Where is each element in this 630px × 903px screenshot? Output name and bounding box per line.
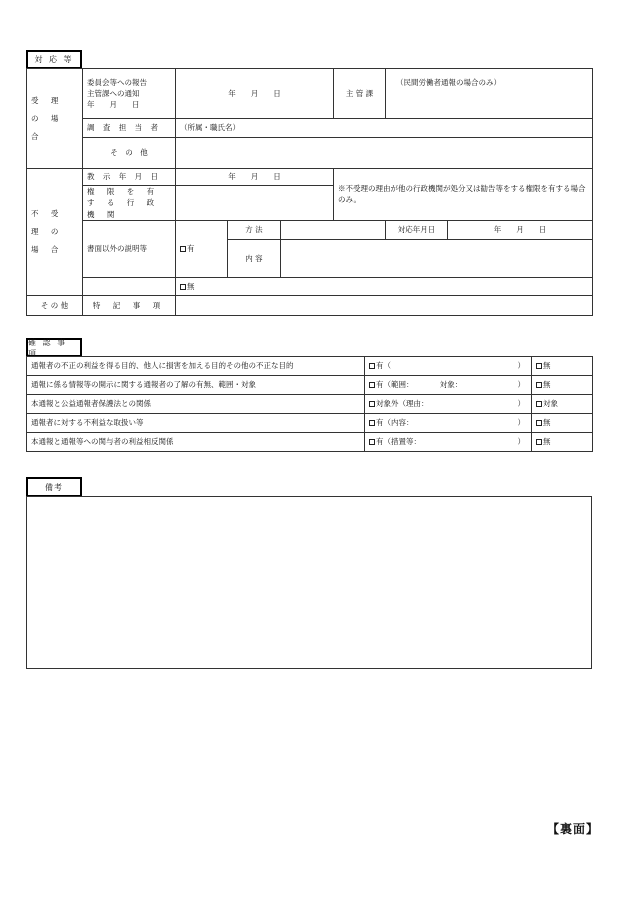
- confirm-item: 本通報と通報等への関与者の利益相反関係: [27, 433, 365, 452]
- checkbox-icon: [536, 439, 542, 445]
- checkbox-icon: [536, 401, 542, 407]
- oral-yes-label: 有: [187, 244, 195, 254]
- confirm-option[interactable]: [365, 395, 532, 414]
- response-section-title: 対 応 等: [26, 50, 82, 69]
- remarks-section-title: 備考: [26, 477, 82, 497]
- confirm-option[interactable]: [365, 433, 532, 452]
- confirm-alt-label: 無: [543, 437, 551, 447]
- content-label: 内 容: [228, 239, 281, 277]
- report-label-line2: 主管課への通知: [87, 88, 140, 98]
- confirm-row: [27, 414, 593, 433]
- investigator-field[interactable]: [176, 119, 593, 138]
- confirm-row: [27, 376, 593, 395]
- confirm-row: [27, 395, 593, 414]
- dept-label: 主 管 課: [334, 69, 386, 119]
- checkbox-icon: [369, 401, 375, 407]
- confirm-option-label: 有（措置等：: [376, 437, 421, 447]
- confirm-option-label: 対象外（理由：: [376, 399, 429, 409]
- oral-no-label: 無: [187, 281, 195, 291]
- confirm-alt-option[interactable]: [532, 376, 593, 395]
- teach-date-field[interactable]: 年 月 日: [176, 169, 334, 186]
- confirm-close-paren: ）: [517, 380, 525, 390]
- checkbox-icon: [536, 420, 542, 426]
- other-row-label: そ の 他: [27, 295, 83, 315]
- oral-explanation-label: 書面以外の説明等: [83, 220, 176, 277]
- confirm-alt-label: 無: [543, 380, 551, 390]
- authority-field[interactable]: [176, 186, 334, 221]
- rejected-note: ※不受理の理由が他の行政機関が処分又は勧告等をする権限を有する場合のみ。: [334, 169, 593, 221]
- authority-label: 権 限 を 有 す る 行 政 機 関: [83, 186, 176, 221]
- investigator-label: 調 査 担 当 者: [83, 119, 176, 138]
- checkbox-icon: [180, 246, 186, 252]
- confirm-table: [26, 356, 593, 452]
- confirm-alt-label: 対象: [543, 399, 558, 409]
- confirm-item: 本通報と公益通報者保護法との関係: [27, 395, 365, 414]
- report-label: [83, 69, 176, 119]
- method-label: 方 法: [228, 220, 281, 239]
- confirm-option-label: 有（: [376, 361, 391, 371]
- confirm-option-label: 有（範囲： 対象：: [376, 380, 463, 390]
- confirm-row: [27, 433, 593, 452]
- oral-none-spacer: [83, 277, 176, 295]
- confirm-alt-option[interactable]: [532, 395, 593, 414]
- oral-yes-option[interactable]: [176, 220, 228, 277]
- confirm-alt-label: 無: [543, 361, 551, 371]
- checkbox-icon: [536, 382, 542, 388]
- confirm-close-paren: ）: [517, 418, 525, 428]
- checkbox-icon: [369, 439, 375, 445]
- dept-note: （民間労働者通報の場合のみ）: [396, 78, 501, 87]
- confirm-close-paren: ）: [517, 437, 525, 447]
- teach-date-label: 教 示 年 月 日: [83, 169, 176, 186]
- confirm-item: 通報に係る情報等の開示に関する通報者の了解の有無、範囲・対象: [27, 376, 365, 395]
- checkbox-icon: [180, 284, 186, 290]
- report-date-field[interactable]: 年 月 日: [176, 69, 334, 119]
- report-label-line3: 年 月 日: [87, 100, 140, 110]
- checkbox-icon: [369, 420, 375, 426]
- confirm-row: [27, 357, 593, 376]
- confirm-alt-option[interactable]: [532, 357, 593, 376]
- confirm-option[interactable]: [365, 376, 532, 395]
- confirm-close-paren: ）: [517, 399, 525, 409]
- remarks-field[interactable]: [26, 496, 592, 669]
- confirm-alt-option[interactable]: [532, 414, 593, 433]
- oral-no-option[interactable]: [176, 277, 593, 295]
- confirm-alt-option[interactable]: [532, 433, 593, 452]
- response-table: [26, 68, 593, 316]
- confirm-option-label: 有（内容：: [376, 418, 414, 428]
- confirm-alt-label: 無: [543, 418, 551, 428]
- investigator-placeholder: （所属・職氏名）: [180, 123, 240, 133]
- rejected-header: 不 受 理 の 場 合: [27, 169, 83, 296]
- confirm-item: 通報者に対する不利益な取扱い等: [27, 414, 365, 433]
- checkbox-icon: [536, 363, 542, 369]
- response-date-label: 対応年月日: [386, 220, 448, 239]
- confirm-item: 通報者の不正の利益を得る目的、他人に損害を加える目的その他の不正な目的: [27, 357, 365, 376]
- page-side-label: 【裏面】: [547, 822, 600, 836]
- checkbox-icon: [369, 363, 375, 369]
- confirm-section-title: 確 認 事 項: [26, 338, 82, 357]
- accepted-header: 受 理 の 場 合: [27, 69, 83, 169]
- confirm-option[interactable]: [365, 357, 532, 376]
- method-field[interactable]: [281, 220, 386, 239]
- confirm-close-paren: ）: [517, 361, 525, 371]
- accepted-other-field[interactable]: [176, 138, 593, 169]
- response-date-field[interactable]: 年 月 日: [448, 220, 593, 239]
- special-notes-field[interactable]: [176, 295, 593, 315]
- confirm-option[interactable]: [365, 414, 532, 433]
- special-notes-label: 特 記 事 項: [83, 295, 176, 315]
- report-label-line1: 委員会等への報告: [87, 77, 147, 87]
- content-field[interactable]: [281, 239, 593, 277]
- checkbox-icon: [369, 382, 375, 388]
- accepted-other-label: そ の 他: [83, 138, 176, 169]
- dept-field[interactable]: [386, 69, 593, 119]
